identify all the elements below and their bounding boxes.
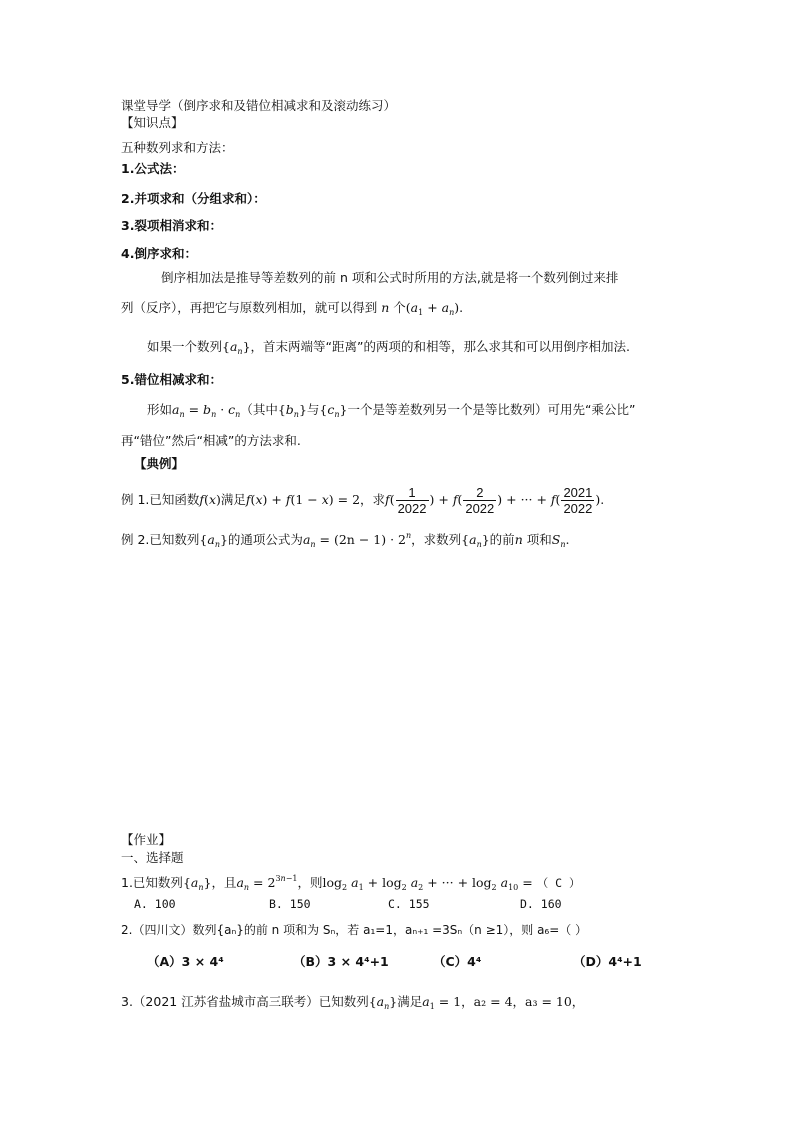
ex-eq: = 2	[337, 492, 361, 507]
title: 课堂导学（倒序求和及错位相减求和及滚动练习）	[121, 98, 397, 113]
ex-text: 满足	[220, 492, 246, 507]
q3-values: = 1，a₂ = 4，a₃ = 10，	[438, 994, 585, 1009]
q2-option-b: （B）3 × 4⁴+1	[293, 954, 389, 969]
method-1: 1.公式法：	[121, 161, 185, 176]
ex-text: 例 2.已知数列	[121, 532, 200, 547]
desc-text: 个	[389, 300, 406, 315]
q2-option-a: （A）3 × 4⁴	[147, 954, 224, 969]
q2-option-d: （D）4⁴+1	[573, 954, 642, 969]
q-text: ，则	[297, 875, 323, 890]
method-3: 3.裂项相消求和：	[121, 218, 222, 233]
method-4-desc-line2: 列（反序），再把它与原数列相加，就可以得到 n 个$(a_1 + a_n)$.	[121, 300, 464, 317]
ex-text: 例 1.已知函数	[121, 492, 200, 507]
fraction-3: $\frac{2021}{2022}$	[563, 485, 593, 516]
knowledge-header: 【知识点】	[121, 115, 184, 130]
ex-text: 项和	[526, 532, 552, 547]
formula-an: $a_n = b_n \cdot c_n$	[172, 402, 241, 419]
desc-text: （其中	[240, 402, 278, 417]
desc-text: 一个是等差数列另一个是等比数列）可用先“乘公比”	[347, 402, 636, 417]
fraction-2: $\frac{2}{2022}$	[465, 485, 495, 516]
q1-option-d: D. 160	[520, 897, 562, 911]
desc-text: ，首末两端等“距离”的两项的和相等，那么求其和可以用倒序相加法.	[250, 339, 630, 354]
section-one: 一、选择题	[121, 850, 184, 865]
homework-header: 【作业】	[121, 832, 172, 847]
examples-header: 【典例】	[134, 456, 185, 471]
q1-answer: （ C ）	[536, 876, 581, 890]
desc-text: 如果一个数列	[147, 339, 223, 354]
ex-text: ，求数列	[411, 532, 462, 547]
methods-intro: 五种数列求和方法：	[121, 140, 234, 155]
sum-term: $(a_1 + a_n)$	[405, 300, 460, 317]
method-4-desc-line1: 倒序相加法是推导等差数列的前 n 项和公式时所用的方法,就是将一个数列倒过来排	[161, 270, 619, 285]
sequence-cn: $\{c_n\}$	[319, 402, 348, 419]
ex-text: 的前	[489, 532, 515, 547]
fraction-1: $\frac{1}{2022}$	[397, 485, 427, 516]
question-3: 3.（2021 江苏省盐城市高三联考）已知数列$\{a_n\}$满足$a_1 = 1$，a₂ = 4，a₃ = 10，	[121, 994, 585, 1011]
method-4: 4.倒序求和：	[121, 246, 197, 261]
method-2: 2.并项求和（分组求和）：	[121, 191, 266, 206]
q-text: ，且	[211, 875, 237, 890]
desc-text: 列（反序），再把它与原数列相加，就可以得到	[121, 300, 382, 315]
n-symbol: n	[381, 300, 390, 315]
q-text: 1.已知数列	[121, 875, 183, 890]
method-4-desc-line3	[147, 339, 630, 360]
q1-option-a: A. 100	[134, 897, 176, 911]
q1-option-b: B. 150	[269, 897, 311, 911]
desc-text: 与	[306, 402, 320, 417]
question-1: 1.已知数列$\{a_n\}$，且$a_n = 2^{3n-1}$，则$\log_2 a_1 + \log_2 a_2$ + ··· + $\log_2 a_{10}$ = （ C ）	[121, 874, 581, 892]
ex2-formula: = (2n − 1) · 2	[319, 532, 406, 547]
desc-text: 形如	[147, 402, 173, 417]
method-5-desc-line1	[147, 402, 635, 423]
question-2: 2.（四川文）数列{aₙ}的前 n 项和为 Sₙ，若 a₁=1，aₙ₊₁ =3Sₙ（n ≥1），则 a₆=（ ）	[121, 923, 588, 937]
ex-text: 的通项公式为	[227, 532, 303, 547]
ex-text: ，求	[360, 492, 386, 507]
q-text: 3.（2021 江苏省盐城市高三联考）已知数列	[121, 994, 369, 1009]
sequence-bn: $\{b_n\}$	[277, 402, 307, 419]
method-5: 5.错位相减求和：	[121, 372, 222, 387]
method-5-desc-line2: 再“错位”然后“相减”的方法求和.	[121, 433, 301, 448]
example-2: 例 2.已知数列$\{a_n\}$的通项公式为$a_n = (2n - 1) \cdot 2^n$，求数列$\{a_n\}$的前n 项和$S_n$.	[121, 531, 570, 549]
q2-option-c: （C）4⁴	[433, 954, 482, 969]
sequence-an: $\{a_n\}$	[222, 339, 251, 356]
q1-option-c: C. 155	[388, 897, 430, 911]
q-text: 满足	[397, 994, 423, 1009]
example-1: 例 1.已知函数f(x)满足f(x) + f(1 − x) = 2，求f( $\frac{1}{2022}$ ) + f( $\frac{2}{2022}$ ) + ··· + f( $\frac{2021}{2022}$ ).	[121, 485, 605, 516]
